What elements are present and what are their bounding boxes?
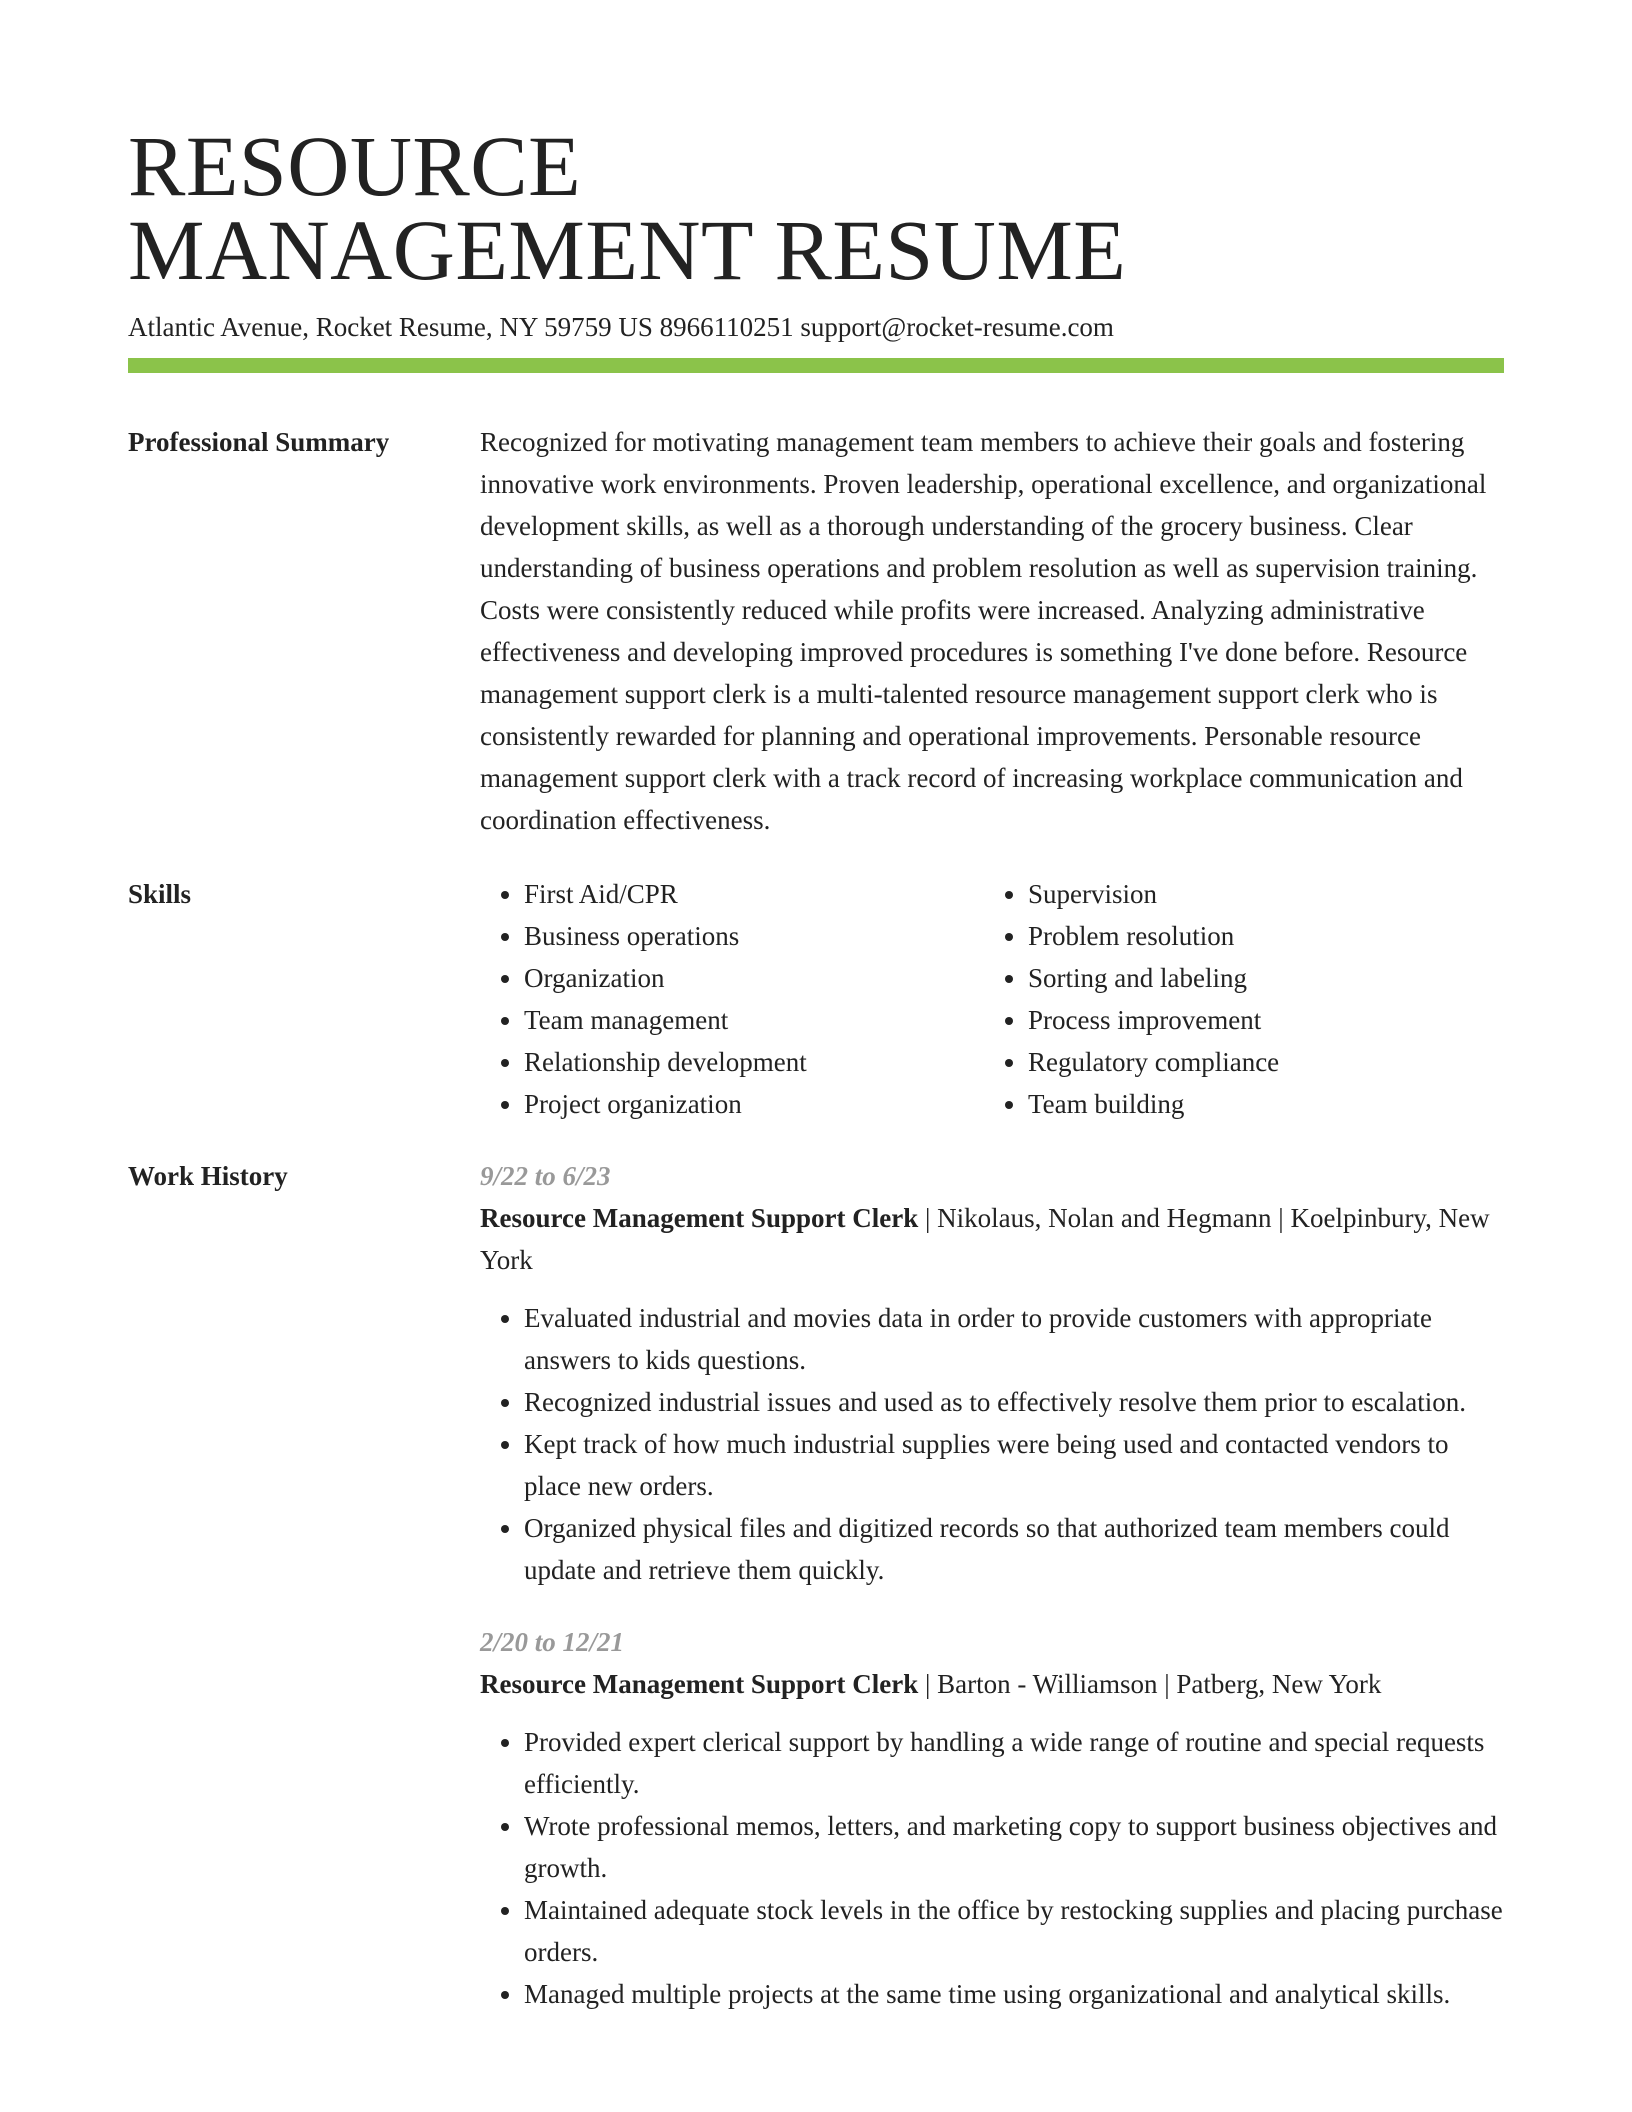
job-bullet: • Kept track of how much industrial supplies were being used and contacted vendors to place new orders. (524, 1423, 1504, 1507)
resume-title (128, 118, 1504, 298)
skill-item: • Sorting and labeling (1028, 957, 1488, 999)
skill-item: • Team management (524, 999, 984, 1041)
summary-text: Recognized for motivating management team members to achieve their goals and fostering innovative work environments. Proven leadership, operational excellence, and organizational development skills, as well as a thorough understanding of the grocery business. Clear understanding of business operations and problem resolution as well as supervision training. Costs were consistently reduced while profits were increased. Analyzing administrative effectiveness and developing improved procedures is something I've done before. Resource management support clerk is a multi-talented resource management support clerk who is consistently rewarded for planning and operational improvements. Personable resource management support clerk with a track record of increasing workplace communication and coordination effectiveness. (480, 427, 1487, 835)
job-details: | Nikolaus, Nolan and Hegmann | Koelpinbury, New York (480, 1203, 1490, 1275)
job-bullet: • Evaluated industrial and movies data in order to provide customers with appropriate answers to kids questions. (524, 1297, 1504, 1381)
skills-list-right (984, 873, 1488, 1125)
accent-divider (128, 358, 1504, 373)
job-details: | Barton - Williamson | Patberg, New York (918, 1669, 1382, 1699)
job-heading (480, 1663, 1504, 1705)
professional-summary-section (128, 421, 1504, 841)
skill-item: • Team building (1028, 1083, 1488, 1125)
job-bullet: • Recognized industrial issues and used as to effectively resolve them prior to escalation. (524, 1381, 1504, 1423)
contact-line: Atlantic Avenue, Rocket Resume, NY 59759 US 8966110251 support@rocket-resume.com (128, 312, 1114, 342)
job-bullet: • Wrote professional memos, letters, and marketing copy to support business objectives and growth. (524, 1805, 1504, 1889)
title-line-1: RESOURCE (128, 118, 582, 214)
section-label-skills: Skills (128, 879, 192, 909)
section-label-work: Work History (128, 1161, 288, 1191)
job-bullets (480, 1721, 1504, 2015)
job-title: Resource Management Support Clerk (480, 1203, 919, 1233)
job-bullet: • Managed multiple projects at the same time using organizational and analytical skills. (524, 1973, 1504, 2015)
title-line-2: MANAGEMENT RESUME (128, 202, 1127, 298)
skill-item: • Organization (524, 957, 984, 999)
skill-item: • Problem resolution (1028, 915, 1488, 957)
skill-item: • Process improvement (1028, 999, 1488, 1041)
skill-item: • Project organization (524, 1083, 984, 1125)
work-history-section (128, 1155, 1504, 2015)
skill-item: • Regulatory compliance (1028, 1041, 1488, 1083)
job-entry (480, 1621, 1504, 2015)
job-dates: 2/20 to 12/21 (480, 1627, 625, 1657)
skill-item: • First Aid/CPR (524, 873, 984, 915)
job-bullet: • Maintained adequate stock levels in the office by restocking supplies and placing purchase orders. (524, 1889, 1504, 1973)
job-title: Resource Management Support Clerk (480, 1669, 919, 1699)
job-bullet: • Provided expert clerical support by handling a wide range of routine and special requests efficiently. (524, 1721, 1504, 1805)
job-heading (480, 1197, 1504, 1281)
skill-item: • Supervision (1028, 873, 1488, 915)
section-label-summary: Professional Summary (128, 427, 390, 457)
skills-section (128, 873, 1504, 1125)
skills-list-left (480, 873, 984, 1125)
resume-page (128, 118, 1504, 2015)
skill-item: • Relationship development (524, 1041, 984, 1083)
job-bullets (480, 1297, 1504, 1591)
skill-item: • Business operations (524, 915, 984, 957)
job-entry (480, 1155, 1504, 1591)
job-dates: 9/22 to 6/23 (480, 1161, 611, 1191)
job-bullet: • Organized physical files and digitized records so that authorized team members could update and retrieve them quickly. (524, 1507, 1504, 1591)
